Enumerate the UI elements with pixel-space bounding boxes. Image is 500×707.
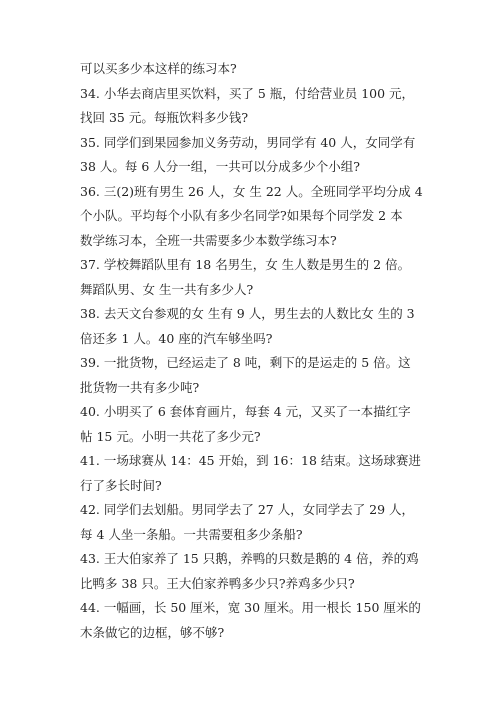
problem-text-block	[80, 57, 425, 645]
text-line: 倍还多 1 人。40 座的汽车够坐吗?	[80, 330, 273, 346]
text-line: 比鸭多 38 只。王大伯家养鸭多少只?养鸡多少只?	[80, 575, 355, 591]
text-line: 44. 一幅画，长 50 厘米，宽 30 厘米。用一根长 150 厘米的	[80, 600, 421, 615]
text-line: 个小队。平均每个小队有多少名同学?如果每个同学发 2 本	[80, 208, 403, 223]
text-line: 35. 同学们到果园参加义务劳动，男同学有 40 人，女同学有	[80, 134, 416, 150]
text-line: 40. 小明买了 6 套体育画片，每套 4 元，又买了一本描红字	[80, 404, 411, 419]
text-line: 可以买多少本这样的练习本?	[80, 61, 237, 76]
text-line: 每 4 人坐一条船。一共需要租多少条船?	[80, 526, 303, 542]
text-line: 43. 王大伯家养了 15 只鹅，养鸭的只数是鹅的 4 倍，养的鸡	[80, 551, 419, 566]
text-line: 38 人。每 6 人分一组，一共可以分成多少个小组?	[80, 159, 360, 174]
text-line: 舞蹈队男、女 生一共有多少人?	[80, 281, 254, 297]
text-line: 38. 去天文台参观的女 生有 9 人，男生去的人数比女 生的 3	[80, 306, 415, 321]
text-line: 34. 小华去商店里买饮料，买了 5 瓶，付给营业员 100 元，	[80, 85, 415, 101]
text-line: 行了多长时间?	[80, 477, 162, 493]
text-line: 36. 三(2)班有男生 26 人，女 生 22 人。全班同学平均分成 4	[80, 183, 423, 199]
text-line: 39. 一批货物，已经运走了 8 吨，剩下的是运走的 5 倍。这	[80, 355, 411, 370]
text-line: 数学练习本，全班一共需要多少本数学练习本?	[80, 232, 337, 248]
text-line: 37. 学校舞蹈队里有 18 名男生，女 生人数是男生的 2 倍。	[80, 257, 411, 272]
text-line: 帖 15 元。小明一共花了多少元?	[80, 428, 261, 444]
text-line: 找回 35 元。每瓶饮料多少钱?	[80, 110, 249, 125]
text-line: 41. 一场球赛从 14：45 开始，到 16：18 结束。这场球赛进	[80, 453, 421, 468]
text-line: 木条做它的边框，够不够?	[80, 624, 225, 640]
text-line: 批货物一共有多少吨?	[80, 379, 200, 395]
text-line: 42. 同学们去划船。男同学去了 27 人，女同学去了 29 人，	[80, 502, 415, 517]
